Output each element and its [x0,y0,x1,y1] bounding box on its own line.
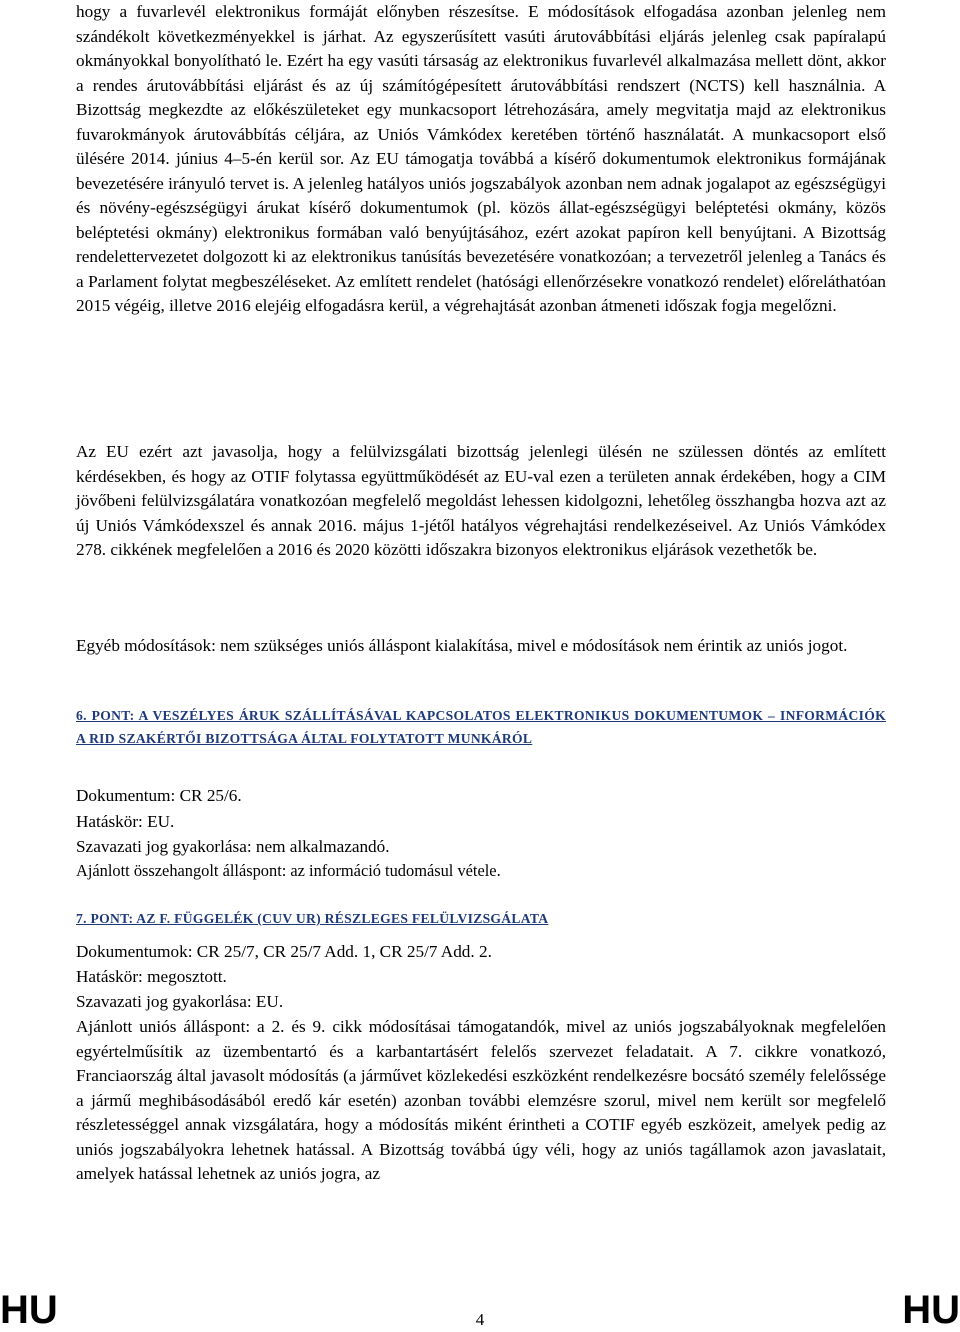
footer-language-left: HU [0,1288,58,1332]
section-7-documents: Dokumentumok: CR 25/7, CR 25/7 Add. 1, CR 25/7 Add. 2. [76,942,492,961]
section-7-position: Ajánlott uniós álláspont: a 2. és 9. cikk módosításai támogatandók, mivel az uniós jogszabályoknak megfelelően egyértelműsítik az üzembentartó és a karbantartásért felelős szervezet feladatait. A 7. cikkre vonatkozó, Franciaország által javasolt módosítás (a járművet közlekedési eszközként rendelkezésre bocsátó személy felelőssége a jármű meghibásodásából eredő kár esetén) azonban további elemzésre szorul, mivel nem került sor megfelelő részletességgel annak vizsgálatára, hogy a módosítás miként érintheti a COTIF egyéb eszközeit, amelyek pedig az uniós jogszabályokra lehetnek hatással. A Bizottság továbbá úgy véli, hogy az uniós tagállamok azon javaslatait, amelyek hatással lehetnek az uniós jogra, az [76,1017,886,1183]
body-paragraph: hogy a fuvarlevél elektronikus formáját előnyben részesítse. E módosítások elfogadása azonban jelenleg nem szándékolt következményekkel is járhat. Az egyszerűsített vasúti árutovábbítási eljárás jelenleg csak papíralapú okmányokkal bonyolítható le. Ezért ha egy vasúti társaság az elektronikus fuvarlevél alkalmazása mellett dönt, akkor a rendes árutovábbítási eljárást és az új számítógépesített árutovábbítási rendszert (NCTS) kell használnia. A Bizottság megkezdte az előkészületeket egy munkacsoport létrehozására, amely megvitatja majd az elektronikus fuvarokmányok árutovábbítás céljára, az Uniós Vámkódex keretében történő használatát. A munkacsoport első ülésére 2014. június 4–5-én kerül sor. Az EU támogatja továbbá a kísérő dokumentumok elektronikus formájának bevezetésére irányuló tervet is. A jelenleg hatályos uniós jogszabályok azonban nem adnak jogalapot az egészségügyi és növény-egészségügyi árukat kísérő dokumentumok (pl. közös állat-egészségügyi beléptetési okmány, közös beléptetési okmány) elektronikus formában való benyújtásához, ezért azokat papíron kell benyújtani. A Bizottság rendelettervezetet dolgozott ki az elektronikus tanúsítás bevezetésére vonatkozóan; a tervezetről jelenleg a Tanács és a Parlament folytat megbeszéléseket. Az említett rendelet (hatósági ellenőrzésekre vonatkozó rendelet) előreláthatóan 2015 végéig, illetve 2016 elejéig elfogadásra kerül, a végrehajtását azonban átmeneti időszak fogja megelőzni. [76,2,886,315]
section-6-voting: Szavazati jog gyakorlása: nem alkalmazandó. [76,837,390,856]
body-paragraph: Egyéb módosítások: nem szükséges uniós álláspont kialakítása, mivel e módosítások nem érintik az uniós jogot. [76,636,848,655]
section-6-position: Ajánlott összehangolt álláspont: az információ tudomásul vétele. [76,861,501,880]
section-7-competence: Hatáskör: megosztott. [76,967,227,986]
section-6-competence: Hatáskör: EU. [76,812,175,831]
section-6-heading: 6. PONT: A VESZÉLYES ÁRUK SZÁLLÍTÁSÁVAL KAPCSOLATOS ELEKTRONIKUS DOKUMENTUMOK – INFORMÁCIÓK A RID SZAKÉRTŐI BIZOTTSÁGA ÁLTAL FOLYTATOTT MUNKÁRÓL [76,708,886,746]
section-6-document: Dokumentum: CR 25/6. [76,786,242,805]
page-number: 4 [475,1310,485,1329]
section-7-heading: 7. PONT: AZ F. FÜGGELÉK (CUV UR) RÉSZLEGES FELÜLVIZSGÁLATA [76,911,549,926]
footer-language-right: HU [902,1288,960,1332]
body-paragraph: Az EU ezért azt javasolja, hogy a felülvizsgálati bizottság jelenlegi ülésén ne szülessen döntés az említett kérdésekben, és hogy az OTIF folytassa együttműködését az EU-val ezen a területen annak érdekében, hogy a CIM jövőbeni felülvizsgálatára vonatkozóan megfelelő megoldást lehessen kidolgozni, lehetőleg összhangba hozva azt az új Uniós Vámkódexszel és annak 2016. május 1-jétől hatályos végrehajtási rendelkezéseivel. Az Uniós Vámkódex 278. cikkének megfelelően a 2016 és 2020 közötti időszakra bizonyos elektronikus eljárások vezethetők be. [76,442,886,559]
section-7-voting: Szavazati jog gyakorlása: EU. [76,992,284,1011]
